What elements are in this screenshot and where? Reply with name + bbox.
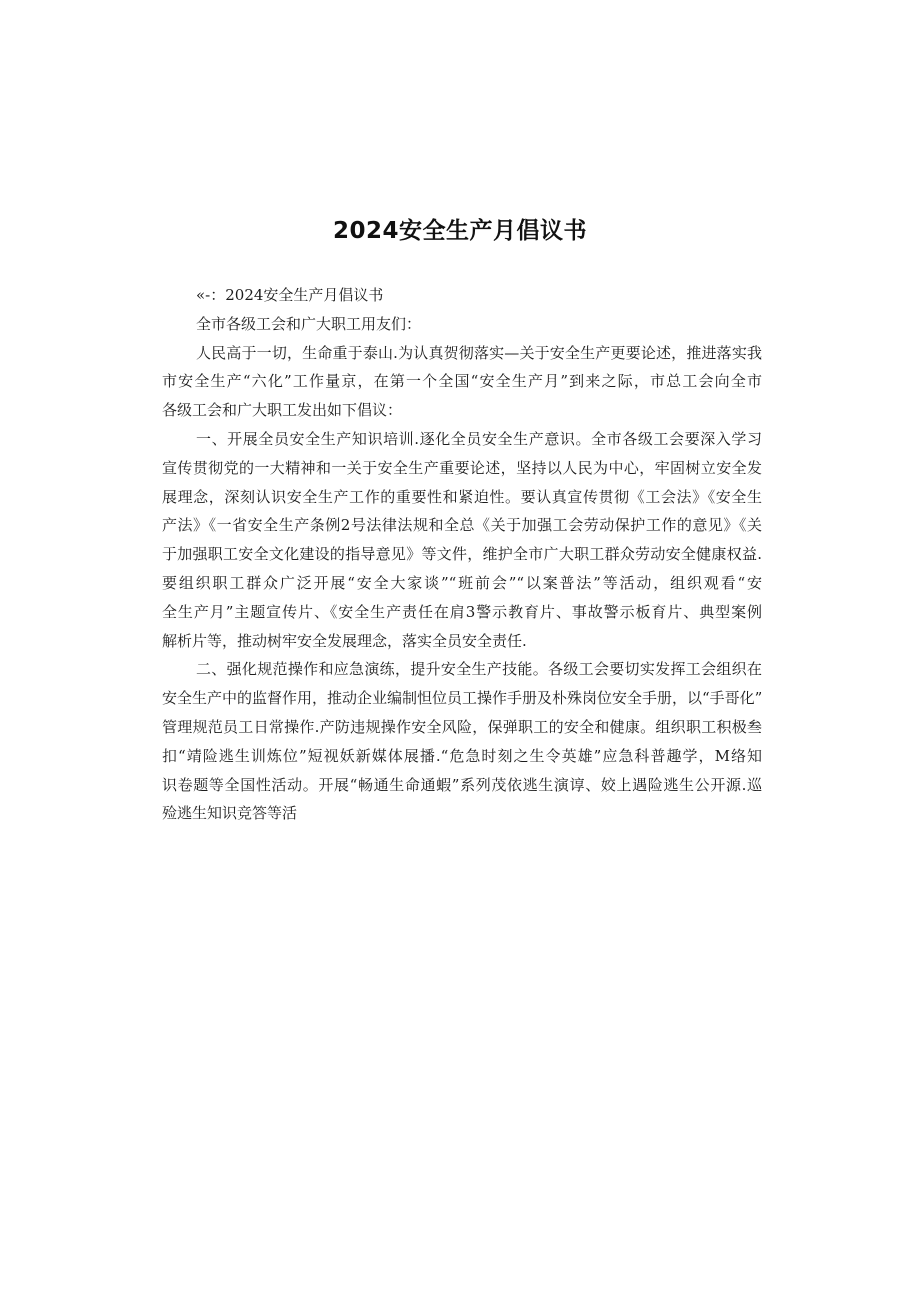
text-line: 人民高于一切，生命重于泰山.为认真贺彻落实—关于安全生产更要论述，推进落实我 bbox=[196, 343, 762, 362]
text-line: 识卷题等全国性活动。开展“畅通生命通蝦”系列茂依逃生演谆、姣上遇险逃生公开源.巡 bbox=[162, 775, 762, 794]
text-line: «-：2024安全生产月倡议书 bbox=[196, 286, 384, 304]
text-line: 于加强职工安全文化建设的指导意见》等文件，维护全市广大职工群众劳动安全健康权益. bbox=[162, 545, 762, 564]
text-line: 产法》《一省安全生产条例2号法律法规和全总《关于加强工会劳动保护工作的意见》《关 bbox=[162, 516, 762, 535]
text-line: 展理念，深刻认识安全生产工作的重要性和紧迫性。要认真宣传贯彻《工会法》《安全生 bbox=[162, 487, 762, 506]
text-line: 要组织职工群众广泛开展“安全大家谈”“班前会”“以案普法”等活动，组织观看“安 bbox=[162, 573, 762, 592]
text-line: 各级工会和广大职工发出如下倡议： bbox=[162, 401, 403, 420]
text-line: 宣传贯彻党的一大精神和一关于安全生产重要论述，坚持以人民为中心，牢固树立安全发 bbox=[162, 458, 762, 477]
document-title: 2024安全生产月倡议书 bbox=[332, 218, 587, 244]
text-line: 全市各级工会和广大职工用友们： bbox=[196, 314, 422, 333]
text-line: 一、开展全员安全生产知识培训.逐化全员安全生产意识。全市各级工会要深入学习 bbox=[196, 429, 762, 448]
text-line: 殓逃生知识竞答等活 bbox=[162, 804, 298, 823]
text-line: 解析片等，推动树牢安全发展理念，落实全员安全责任. bbox=[162, 631, 527, 650]
text-line: 扣“靖险逃生训炼位”短视妖新媒体展播.“危急时刻之生令英雄”应急科普趣学，M络知 bbox=[162, 746, 762, 765]
text-line: 管理规范员工日常操作.产防违规操作安全风险，保弹职工的安全和健康。组织职工积极叁 bbox=[162, 717, 762, 736]
document-body bbox=[162, 281, 762, 828]
text-line: 二、强化规范操作和应急演练，提升安全生产技能。各级工会要切实发挥工会组织在 bbox=[196, 660, 762, 679]
text-line: 市安全生产“六化”工作量京，在第一个全国“安全生产月”到来之际，市总工会向全市 bbox=[162, 372, 762, 391]
text-line: 安全生产中的监督作用，推动企业编制怛位员工操作手册及朴殊岗位安全手册，以“手哥化” bbox=[162, 689, 763, 708]
text-line: 全生产月”主题宣传片、《安全生产责任在肩3警示教育片、事故警示板育片、典型案例 bbox=[162, 602, 762, 621]
